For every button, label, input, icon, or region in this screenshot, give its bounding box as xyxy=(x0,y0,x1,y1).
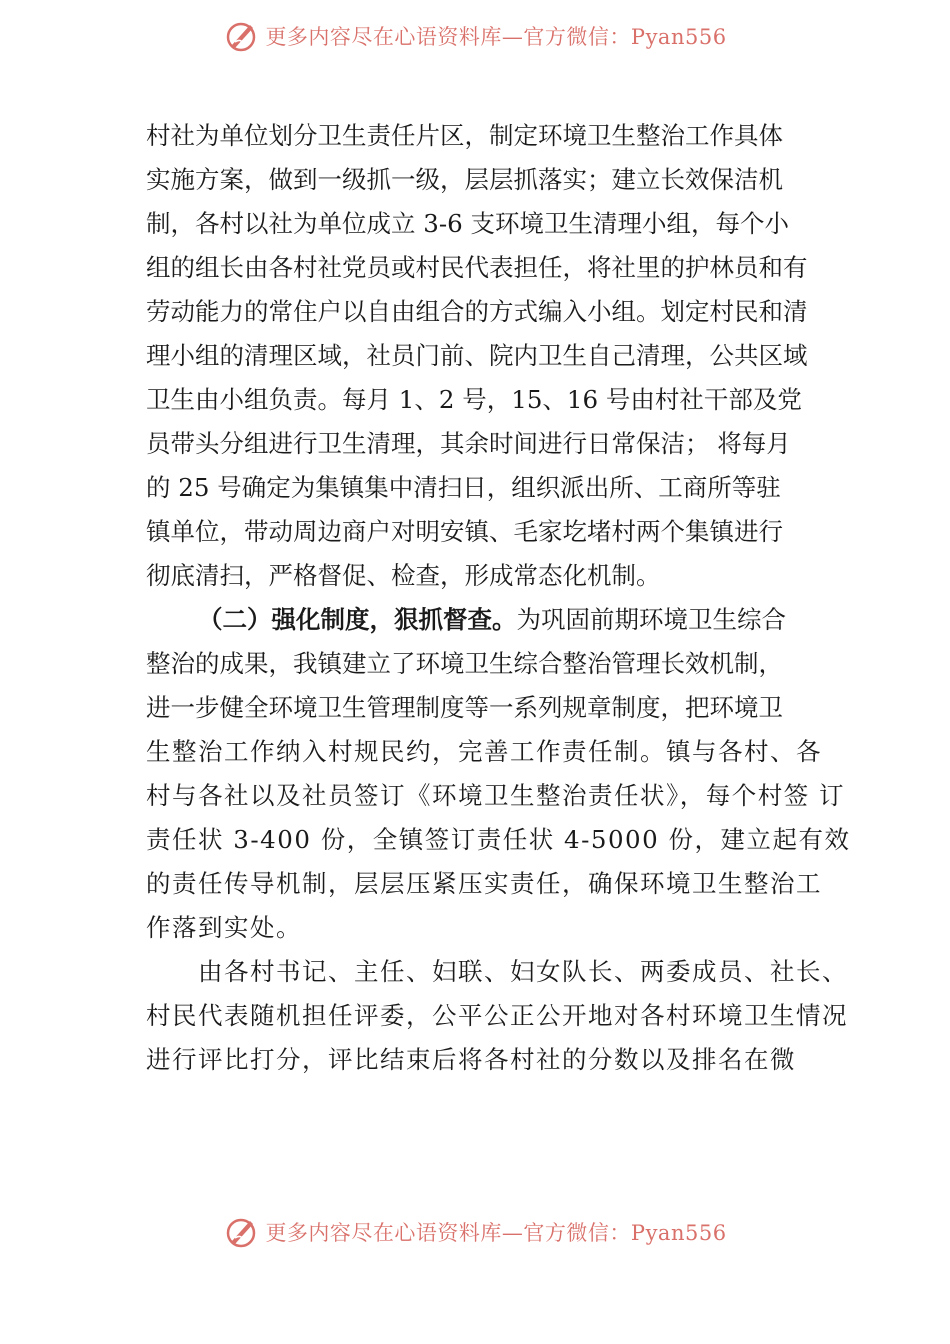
watermark-text: 更多内容尽在心语资料库—官方微信：Pyan556 xyxy=(265,1221,727,1245)
text-line: 整治的成果，我镇建立了环境卫生综合整治管理长效机制， xyxy=(146,649,783,678)
text-line: 村民代表随机担任评委，公平公正公开地对各村环境卫生情况 xyxy=(146,1001,848,1030)
text-line: 卫生由小组负责。每月 1、2 号，15、16 号由村社干部及党 xyxy=(146,385,802,414)
text-line xyxy=(146,598,826,642)
text-line: 进一步健全环境卫生管理制度等一系列规章制度，把环境卫 xyxy=(146,693,783,722)
text-line: 理小组的清理区域，社员门前、院内卫生自己清理，公共区域 xyxy=(146,341,808,370)
text-line: 组的组长由各村社党员或村民代表担任，将社里的护林员和有 xyxy=(146,253,808,282)
header-watermark xyxy=(0,16,950,56)
document-body xyxy=(146,114,851,1082)
pen-circle-logo-icon xyxy=(223,18,259,54)
text-span: 为巩固前期环境卫生综合 xyxy=(516,605,786,634)
text-line: 生整治工作纳入村规民约，完善工作责任制。镇与各村、各 xyxy=(146,737,822,766)
text-line: 的 25 号确定为集镇集中清扫日，组织派出所、工商所等驻 xyxy=(146,473,781,502)
text-line: 进行评比打分，评比结束后将各村社的分数以及排名在微 xyxy=(146,1045,796,1074)
pen-circle-logo-icon xyxy=(223,1214,259,1250)
watermark-text: 更多内容尽在心语资料库—官方微信：Pyan556 xyxy=(265,25,727,49)
paragraph-1 xyxy=(146,114,826,598)
text-line: 彻底清扫，严格督促、检查，形成常态化机制。 xyxy=(146,561,661,590)
paragraph-2 xyxy=(146,598,851,950)
paragraph-3 xyxy=(146,950,848,1082)
text-line: 由各村书记、主任、妇联、妇女队长、两委成员、社长、 xyxy=(198,957,848,986)
text-line: 实施方案，做到一级抓一级，层层抓落实；建立长效保洁机 xyxy=(146,165,783,194)
section-heading: （二）强化制度，狠抓督查。 xyxy=(198,605,517,634)
text-line: 镇单位，带动周边商户对明安镇、毛家圪堵村两个集镇进行 xyxy=(146,517,783,546)
text-line: 的责任传导机制，层层压紧压实责任，确保环境卫生整治工 xyxy=(146,869,822,898)
footer-watermark xyxy=(0,1212,950,1252)
text-line: 村社为单位划分卫生责任片区，制定环境卫生整治工作具体 xyxy=(146,121,783,150)
text-line: 责任状 3-400 份，全镇签订责任状 4-5000 份，建立起有效 xyxy=(146,825,851,854)
text-line: 员带头分组进行卫生清理，其余时间进行日常保洁； 将每月 xyxy=(146,429,791,458)
text-line: 作落到实处。 xyxy=(146,913,302,942)
text-line: 劳动能力的常住户以自由组合的方式编入小组。划定村民和清 xyxy=(146,297,808,326)
text-line: 制，各村以社为单位成立 3-6 支环境卫生清理小组，每个小 xyxy=(146,209,790,238)
text-line: 村与各社以及社员签订《环境卫生整治责任状》，每个村签 订 xyxy=(146,781,846,810)
